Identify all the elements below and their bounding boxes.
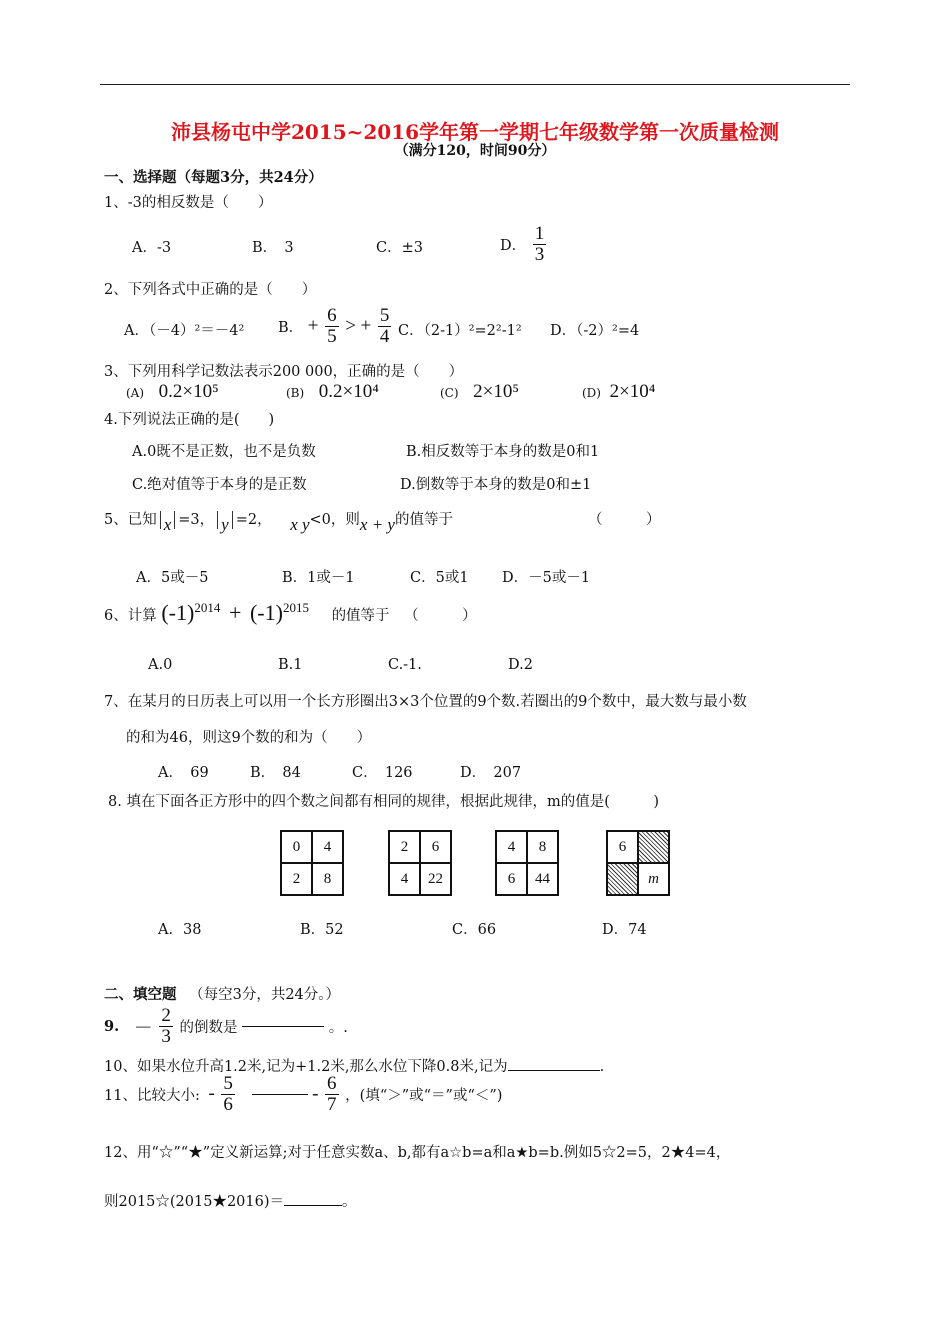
q1-option-d [500,224,548,265]
q2-b-fraction1 [325,306,339,347]
q2-option-b [278,306,393,347]
q5-part2: =3， [178,512,215,528]
q11-hint: ，(填“＞”或“＝”或“＜”) [345,1087,503,1104]
q2-b-den2: 4 [379,325,390,347]
q2-option-d: D．（-2）²=4 [550,323,640,339]
page-title: 沛县杨屯中学2015~2016学年第一学期七年级数学第一次质量检测 [170,120,780,144]
q5-option-a: A．5或－5 [136,570,209,586]
q10-end: . [599,1059,605,1075]
q12-line2-end: 。 [342,1194,357,1210]
q3-option-d [582,381,655,403]
q8-square-4-top-left: 6 [607,831,638,863]
q8-square-4-hatched-cell [638,831,669,863]
q6-option-d: D.2 [508,657,533,673]
q2-b-num2: 5 [379,305,390,326]
q8-square-1-bottom-right: 8 [312,863,343,895]
q2-option-c: C．（2-1）²=2²-1² [398,323,522,339]
q5-option-c: C．5或1 [410,570,469,586]
q2-b-den1: 5 [327,325,337,347]
q1-d-denominator: 3 [534,243,545,265]
q2-b-num1: 6 [327,305,337,326]
q8-square-3-top-left: 4 [496,831,527,863]
q8-square-2-bottom-right: 22 [420,863,451,895]
q2-stem: 2、下列各式中正确的是（ ） [104,282,317,298]
q2-option-b-label: B． [278,319,304,336]
q1-option-a: A．-3 [132,240,172,256]
page-subtitle: （满分120，时间90分） [394,143,556,159]
q5-answer-paren: （ ） [588,512,661,528]
q1-option-c: C．±3 [376,240,423,256]
q10-stem [104,1055,604,1076]
q6-term1: (-1) [161,600,195,625]
q7-line2: 的和为46，则这9个数的和为（ ） [126,730,372,746]
q6-option-c: C.-1. [388,657,422,673]
q6-stem [104,600,477,626]
q9-end: 。. [328,1019,348,1036]
q2-option-a: A．（－4）²＝－4² [124,323,245,339]
q3-c-value: 2×10⁵ [473,381,519,402]
q5-y: y [221,515,229,534]
q4-option-c: C.绝对值等于本身的是正数 [132,477,307,493]
q11-sign2: - [312,1083,319,1105]
q3-option-c [440,381,519,403]
section2-header [104,983,340,1004]
q5-part1: 5、已知 [104,512,157,528]
q8-square-4 [606,830,670,896]
q3-a-value: 0.2×10⁵ [158,381,219,402]
q7-line1: 7、在某月的日历表上可以用一个长方形圈出3×3个位置的9个数.若圈出的9个数中，最大数与最小数 [104,694,747,710]
q3-b-value: 0.2×10⁴ [318,381,379,402]
q11-label: 11、比较大小: [104,1087,200,1104]
q8-option-d: D．74 [602,922,647,938]
abs-bar [217,511,218,529]
q5-x-plus-y: x + y [359,515,395,534]
q6-option-b: B.1 [278,657,303,673]
q11-fraction1 [221,1074,235,1115]
q6-part1: 6、计算 [104,608,157,624]
q8-option-b: B．52 [300,922,344,938]
abs-bar [232,511,233,529]
abs-bar [174,511,175,529]
q4-stem: 4.下列说法正确的是( ) [104,412,275,428]
q9-fraction [159,1006,173,1047]
q9-label: 9. [104,1017,120,1035]
q11-den2: 7 [327,1093,337,1115]
q6-term2: (-1) [249,600,283,625]
q5-x: x [163,515,172,534]
q2-b-sign1: + [307,315,319,337]
section2-title: 二、填空题 [104,986,177,1003]
q8-square-4-hatched-cell [607,863,638,895]
q8-square-4-m-cell: m [638,863,669,895]
q8-square-2 [388,830,452,896]
q6-plus: + [228,600,242,625]
q9-denominator: 3 [161,1025,171,1047]
q2-b-sign2: + [360,315,372,337]
q10-answer-blank[interactable] [508,1070,600,1071]
q3-d-value: 2×10⁴ [609,381,656,402]
q2-b-fraction2 [378,306,392,347]
q5-part4: <0，则 [309,512,360,528]
q11-stem [104,1074,502,1115]
q6-answer-paren: （ ） [404,608,477,624]
q3-stem: 3、下列用科学记数法表示200 000，正确的是（ ） [104,364,464,380]
q11-den1: 6 [223,1093,233,1115]
q6-exp2: 2015 [282,600,309,616]
q7-option-c: C． 126 [352,765,413,781]
q5-option-d: D．－5或－1 [502,570,591,586]
q1-option-b: B． 3 [252,240,294,256]
q8-stem: 8. 填在下面各正方形中的四个数之间都有相同的规律，根据此规律，m的值是( ) [108,794,660,810]
q4-option-b: B.相反数等于本身的数是0和1 [406,444,600,460]
q3-b-label: (B) [286,386,305,400]
q8-square-2-top-left: 2 [389,831,420,863]
q3-a-label: (A) [126,386,145,400]
q9-sign: － [133,1017,153,1039]
q8-option-c: C．66 [452,922,497,938]
q8-square-3-top-right: 8 [527,831,558,863]
q11-answer-blank[interactable] [252,1094,308,1095]
q12-line2-text: 则2015☆(2015★2016)＝ [104,1194,285,1210]
q4-option-a: A.0既不是正数，也不是负数 [132,444,316,460]
q9-numerator: 2 [161,1005,171,1026]
q8-option-a: A．38 [158,922,202,938]
q3-c-label: (C) [440,386,459,400]
q8-square-3 [495,830,559,896]
q5-xy: x y [290,515,310,534]
q5-part3: =2， [235,512,272,528]
q4-option-d: D.倒数等于本身的数是0和±1 [400,477,592,493]
q1-d-numerator: 1 [534,223,545,244]
q6-exp1: 2014 [194,600,221,616]
top-rule [100,84,850,85]
q12-line1: 12、用“☆”“★”定义新运算;对于任意实数a、b,都有a☆b=a和a★b=b.例如5☆2=5，2★4=4， [104,1145,731,1161]
q1-option-d-fraction [533,224,547,265]
q1-option-d-label: D． [500,237,527,254]
q5-option-b: B．1或－1 [282,570,355,586]
q1-stem: 1、-3的相反数是（ ） [104,195,273,211]
q2-b-op: > [345,315,356,337]
q7-option-d: D． 207 [460,765,522,781]
q8-square-2-top-right: 6 [420,831,451,863]
q10-text: 10、如果水位升高1.2米,记为+1.2米,那么水位下降0.8米,记为 [104,1059,508,1075]
section1-header: 一、选择题（每题3分，共24分） [104,169,323,186]
q11-fraction2 [325,1074,339,1115]
q6-part2: 的值等于 [331,608,390,624]
abs-bar [160,511,161,529]
q7-option-a: A． 69 [158,765,209,781]
q3-option-a [126,381,219,403]
q3-d-label: (D) [582,386,601,400]
q8-square-2-bottom-left: 4 [389,863,420,895]
q12-answer-blank[interactable] [284,1205,342,1206]
section2-note: （每空3分，共24分。） [189,987,341,1003]
q9-text: 的倒数是 [179,1019,238,1036]
q7-option-b: B． 84 [250,765,301,781]
q3-option-b [286,381,379,403]
q8-square-3-bottom-left: 6 [496,863,527,895]
q11-num2: 6 [327,1073,337,1094]
q11-num1: 5 [223,1073,233,1094]
q8-square-3-bottom-right: 44 [527,863,558,895]
q5-part5: 的值等于 [394,512,453,528]
q8-square-1-top-left: 0 [281,831,312,863]
q5-stem [104,508,453,534]
q8-square-1-bottom-left: 2 [281,863,312,895]
q8-square-1 [280,830,344,896]
q9-stem [104,1006,348,1047]
q8-square-1-top-right: 4 [312,831,343,863]
q6-option-a: A.0 [148,657,173,673]
q11-sign1: - [208,1083,215,1105]
q9-answer-blank[interactable] [242,1026,324,1027]
q12-line2 [104,1190,357,1211]
